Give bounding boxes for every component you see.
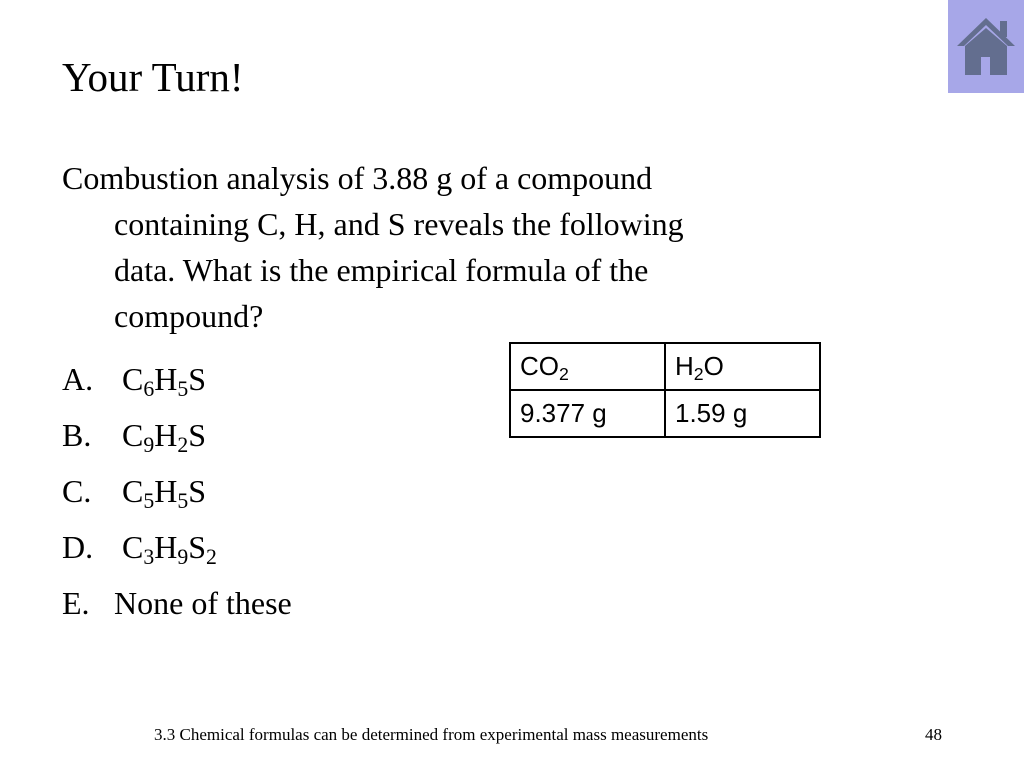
- question-line: compound?: [114, 298, 264, 334]
- slide-footer: 3.3 Chemical formulas can be determined from experimental mass measurements: [154, 725, 709, 744]
- table-cell-co2-mass: 9.377 g: [510, 390, 665, 437]
- answer-formula: $C_9H_2S$: [122, 417, 206, 458]
- answer-option-d[interactable]: [62, 524, 292, 580]
- answer-option-b[interactable]: [62, 412, 292, 468]
- answer-list: [62, 356, 292, 636]
- slide-title: Your Turn!: [62, 54, 244, 100]
- home-icon: [953, 12, 1019, 78]
- answer-formula: $C_5H_5S$: [122, 473, 206, 514]
- page-number: 48: [925, 725, 942, 744]
- home-button[interactable]: [948, 0, 1024, 93]
- table-header-cell-co2: $CO_2$: [510, 343, 665, 390]
- answer-letter: E.: [62, 585, 90, 621]
- question-line: containing C, H, and S reveals the following: [114, 206, 684, 242]
- answer-letter: A.: [62, 361, 94, 397]
- question-line: Combustion analysis of 3.88 g of a compound: [62, 160, 653, 196]
- answer-option-c[interactable]: [62, 468, 292, 524]
- answer-formula: $C_3H_9S_2$: [122, 529, 217, 570]
- table-row: [510, 390, 820, 437]
- answer-letter: C.: [62, 473, 92, 509]
- answer-option-e[interactable]: [62, 580, 292, 636]
- question-text: [62, 155, 852, 339]
- answer-letter: D.: [62, 529, 94, 565]
- answer-option-a[interactable]: [62, 356, 292, 412]
- table-cell-h2o-mass: 1.59 g: [665, 390, 820, 437]
- question-line: data. What is the empirical formula of the: [114, 252, 649, 288]
- answer-text: None of these: [114, 585, 292, 621]
- answer-letter: B.: [62, 417, 92, 453]
- answer-formula: $C_6H_5S$: [122, 361, 206, 402]
- table-header-cell-h2o: $H_2O$: [665, 343, 820, 390]
- combustion-data-table: [509, 342, 821, 438]
- table-header-row: [510, 343, 820, 390]
